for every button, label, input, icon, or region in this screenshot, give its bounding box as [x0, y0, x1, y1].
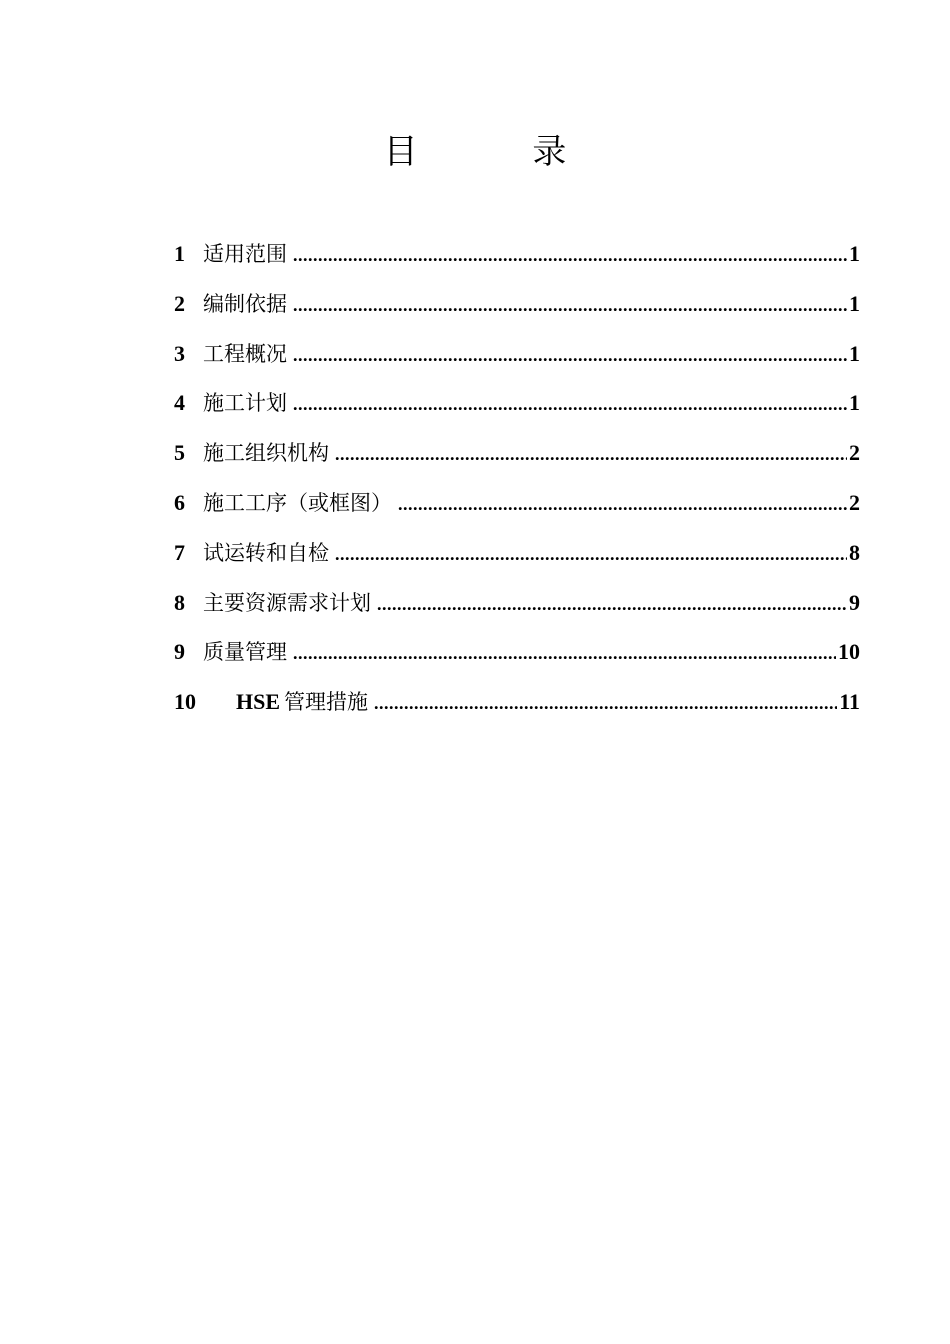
- toc-entry-number: 3: [174, 340, 185, 366]
- toc-entry-number: 7: [174, 539, 185, 565]
- toc-entry-number: 4: [174, 390, 185, 416]
- toc-entry-title: 施工工序（或框图）: [203, 490, 392, 515]
- toc-entry-number: 1: [174, 241, 185, 266]
- toc-entry-page: 1: [849, 340, 860, 366]
- toc-entry-page: 11: [839, 689, 860, 715]
- toc-entry-title-latin: HSE: [236, 689, 281, 715]
- toc-entry-page: 2: [849, 489, 860, 515]
- toc-entry-title: 施工组织机构: [203, 441, 329, 466]
- toc-entry-page: 2: [849, 440, 860, 466]
- toc-entry-title: 适用范围: [203, 242, 287, 266]
- table-of-contents: [174, 234, 860, 732]
- toc-dot-leader: [335, 434, 847, 474]
- toc-entry-page: 10: [838, 639, 860, 665]
- toc-entry[interactable]: [174, 583, 860, 633]
- toc-entry-number: 10: [174, 689, 196, 715]
- toc-dot-leader: [377, 584, 847, 624]
- toc-entry-number: 9: [174, 639, 185, 665]
- toc-entry-page: 1: [849, 290, 860, 316]
- toc-entry-page: 9: [849, 589, 860, 615]
- toc-entry-number: 2: [174, 290, 185, 316]
- toc-entry-page: 1: [849, 241, 860, 266]
- toc-dot-leader: [293, 384, 847, 424]
- toc-entry[interactable]: [174, 433, 860, 483]
- toc-entry[interactable]: [174, 632, 860, 682]
- toc-dot-leader: [293, 285, 847, 325]
- toc-entry[interactable]: [174, 234, 860, 284]
- toc-dot-leader: [398, 484, 847, 524]
- toc-entry-title: 质量管理: [203, 640, 287, 665]
- toc-entry[interactable]: [174, 533, 860, 583]
- toc-entry-title: 主要资源需求计划: [203, 590, 371, 615]
- toc-entry[interactable]: [174, 284, 860, 334]
- toc-entry-title: 施工计划: [203, 391, 287, 416]
- toc-entry[interactable]: [174, 483, 860, 533]
- toc-entry-number: 6: [174, 489, 185, 515]
- toc-dot-leader: [335, 534, 847, 574]
- toc-entry[interactable]: [174, 383, 860, 433]
- toc-entry-number: 8: [174, 589, 185, 615]
- toc-entry-number: 5: [174, 440, 185, 466]
- toc-entry-title: 编制依据: [203, 291, 287, 316]
- toc-dot-leader: [374, 683, 837, 723]
- toc-dot-leader: [293, 335, 847, 375]
- page-title: 目 录: [383, 132, 619, 172]
- toc-entry[interactable]: [174, 334, 860, 384]
- toc-entry-page: 1: [849, 390, 860, 416]
- toc-entry-title: 工程概况: [203, 341, 287, 366]
- toc-entry-title: [236, 682, 368, 722]
- toc-entry-title-cjk: 管理措施: [284, 690, 369, 715]
- toc-entry-page: 8: [849, 539, 860, 565]
- toc-dot-leader: [293, 633, 836, 673]
- toc-entry-title: 试运转和自检: [203, 540, 329, 565]
- toc-entry[interactable]: [174, 682, 860, 732]
- toc-dot-leader: [293, 235, 847, 275]
